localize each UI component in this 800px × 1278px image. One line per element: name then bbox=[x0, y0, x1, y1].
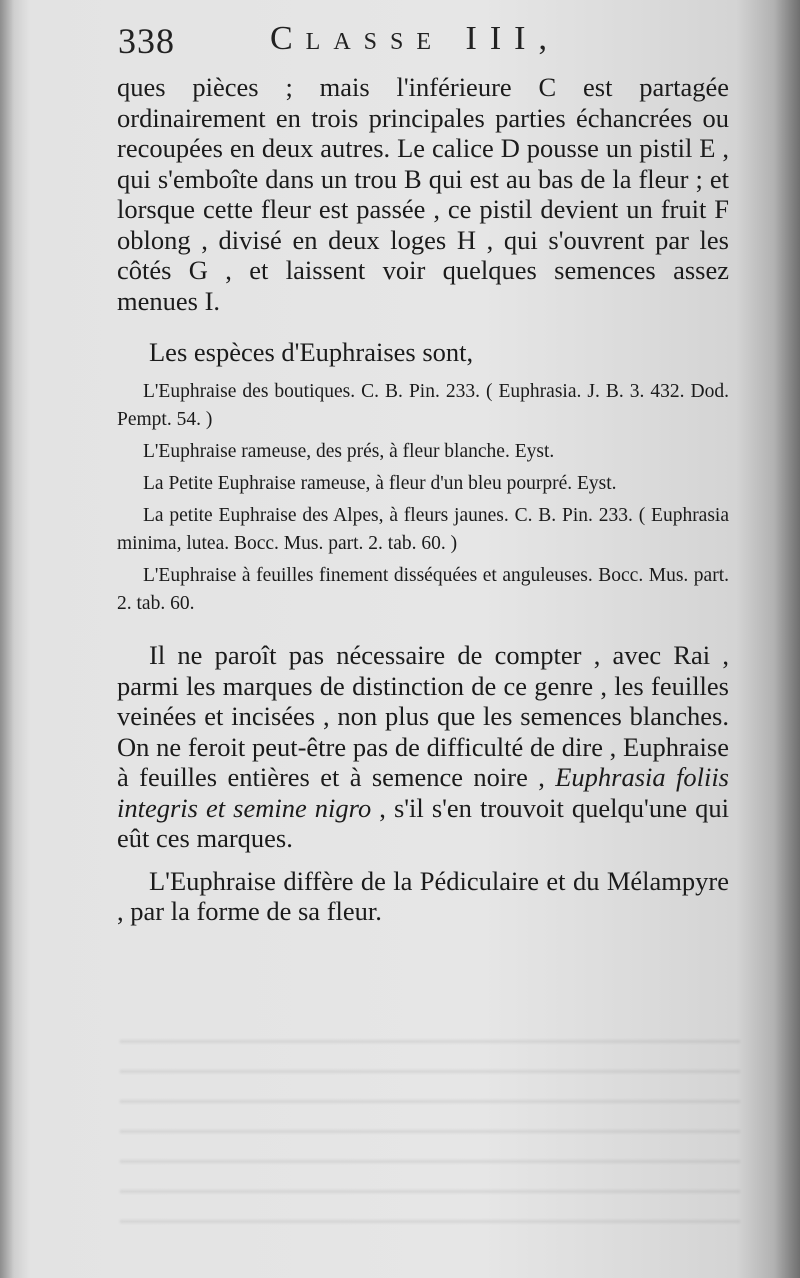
running-head: Classe III, bbox=[270, 20, 560, 57]
species-entry-5: L'Euphraise à feuilles finement disséquées et anguleuses. Bocc. Mus. part. 2. tab. 60. bbox=[117, 565, 729, 614]
species-entry-3: La Petite Euphraise rameuse, à fleur d'un bleu pourpré. Eyst. bbox=[143, 473, 617, 494]
paragraph-gap bbox=[117, 854, 729, 866]
paragraph-comparison: L'Euphraise diffère de la Pédiculaire et du Mélampyre , par la forme de sa fleur. bbox=[117, 865, 729, 926]
species-entry-1: L'Euphraise des boutiques. C. B. Pin. 233. ( Euphrasia. J. B. 3. 432. Dod. Pempt. 54. ) bbox=[117, 381, 729, 430]
page-number: 338 bbox=[118, 21, 175, 61]
show-through-text bbox=[120, 1040, 740, 1240]
paragraph-distinction bbox=[117, 640, 729, 854]
paragraph-distinction-text: Il ne paroît pas nécessaire de compter , avec Rai , parmi les marques de distinction de ce genre , les feuilles veinées et incisées , non plus que les semences blanches. On ne feroit peut-être pas de difficulté de dire , Euphraise à feuilles entières et à semence noire , bbox=[117, 640, 729, 792]
spine-shadow bbox=[774, 0, 800, 1278]
species-entry-4: La petite Euphraise des Alpes, à fleurs jaunes. C. B. Pin. 233. ( Euphrasia minima, lutea. Bocc. Mus. part. 2. tab. 60. ) bbox=[117, 505, 729, 554]
page-body bbox=[117, 72, 729, 927]
paragraph-continuation: ques pièces ; mais l'inférieure C est partagée ordinairement en trois principales parties échancrées ou recoupées en deux autres. Le calice D pousse un pistil E , qui s'emboîte dans un trou B qui est au bas de la fleur ; et lorsque cette fleur est passée , ce pistil devient un fruit F oblong , divisé en deux loges H , qui s'ouvrent par les côtés G , et laissent voir quelques semences assez menues I. bbox=[117, 72, 729, 316]
paragraph-distinction-end: , s'il s'en trouvoit quelqu'une qui eût ces marques. bbox=[117, 792, 729, 853]
species-heading: Les espèces d'Euphraises sont, bbox=[149, 337, 474, 367]
species-entry-2: L'Euphraise rameuse, des prés, à fleur blanche. Eyst. bbox=[143, 441, 555, 462]
page-header bbox=[118, 18, 738, 68]
page-edge-shadow bbox=[0, 0, 14, 1278]
species-list bbox=[117, 378, 729, 618]
latin-name: Euphrasia foliis integris et semine nigro bbox=[117, 762, 729, 823]
